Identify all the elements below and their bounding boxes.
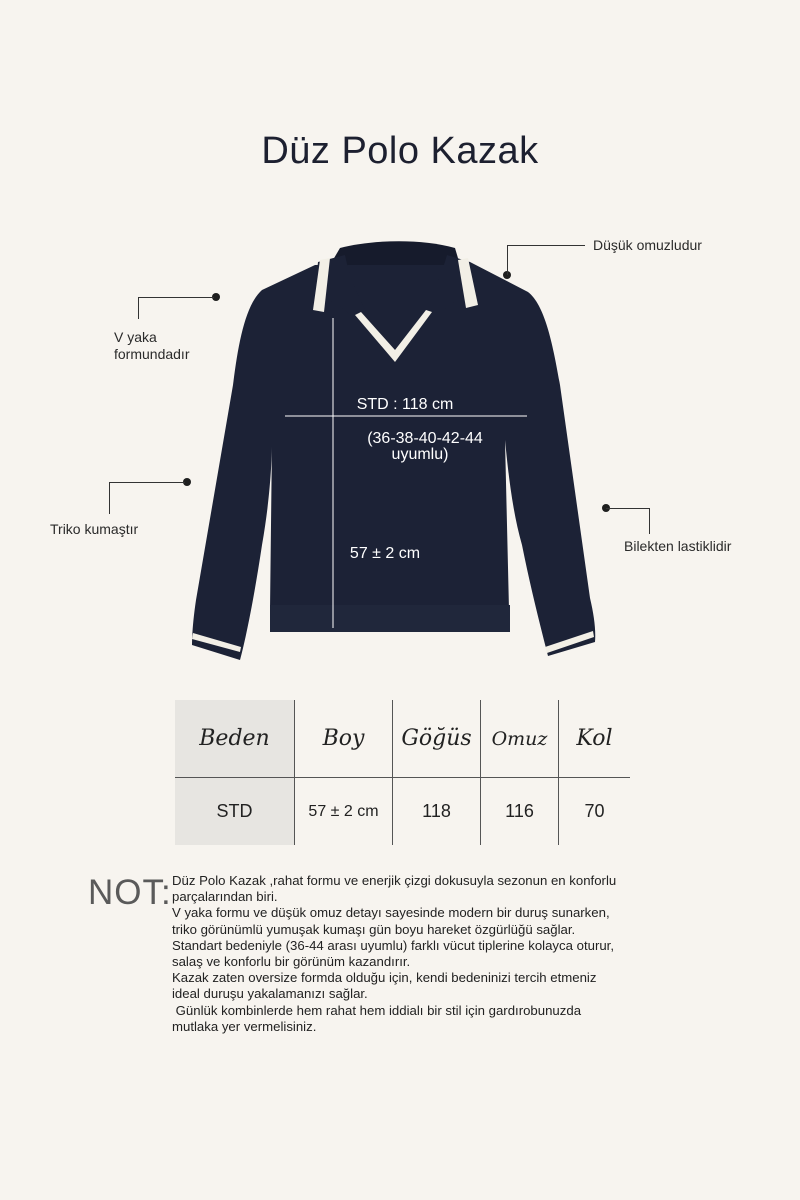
knit-callout-line-v [109,482,110,514]
note-line: Standart bedeniyle (36-44 arası uyumlu) farklı vücut tiplerine kolayca oturur, [172,937,615,953]
vneck-callout-line-2: formundadır [114,346,190,362]
note-line: Kazak zaten oversize formda olduğu için, kendi bedeninizi tercih etmeniz [172,970,597,986]
note-line: ideal duruşu yakalamanızı sağlar. [172,986,368,1002]
shoulder-callout-line-v [507,245,508,275]
note-line: salaş ve konforlu bir görünüm kazandırır. [172,954,411,970]
header-gogus: Göğüs [401,726,472,751]
vneck-callout-line-v [138,297,139,319]
cuff-callout-line-v [649,508,650,534]
size-table [175,700,630,845]
cell-std: STD [216,801,253,821]
note-line: V yaka formu ve düşük omuz detayı sayesinde modern bir duruş sunarken, [172,905,610,921]
header-omuz: Omuz [491,727,548,750]
cell-gogus: 118 [422,801,451,821]
page-title: Düz Polo Kazak [261,130,539,172]
shoulder-callout: Düşük omuzludur [593,237,702,253]
vneck-callout-line-1: V yaka [114,329,157,345]
note-label: NOT: [88,873,172,912]
note-line: Düz Polo Kazak ,rahat formu ve enerjik çizgi dokusuyla sezonun en konforlu [172,873,617,888]
fit-range-line-1: (36-38-40-42-44 [367,430,483,447]
chest-measurement: STD : 118 cm [356,396,454,413]
vneck-callout-line-h [138,297,214,298]
cell-omuz: 116 [505,801,534,821]
header-boy: Boy [322,726,365,751]
length-measurement: 57 ± 2 cm [349,545,421,562]
knit-callout-line-h [109,482,185,483]
note-line: parçalarından biri. [172,889,278,905]
note-text [172,873,732,1035]
cuff-callout-line-h [606,508,650,509]
header-beden: Beden [199,726,270,751]
shoulder-callout-line-h [507,245,585,246]
knit-callout: Triko kumaştır [50,521,139,537]
cell-boy: 57 ± 2 cm [308,802,379,820]
fit-range-line-2: uyumlu) [391,446,449,463]
cell-kol: 70 [584,801,605,821]
note-line: Günlük kombinlerde hem rahat hem iddialı bir stil için gardırobunuzda [172,1002,582,1018]
note-line: mutlaka yer vermelisiniz. [172,1018,317,1034]
cuff-callout: Bilekten lastiklidir [624,538,732,554]
header-kol: Kol [576,726,613,751]
note-line: triko görünümlü yumuşak kumaşı gün boyu hareket özgürlüğü sağlar. [172,921,576,937]
